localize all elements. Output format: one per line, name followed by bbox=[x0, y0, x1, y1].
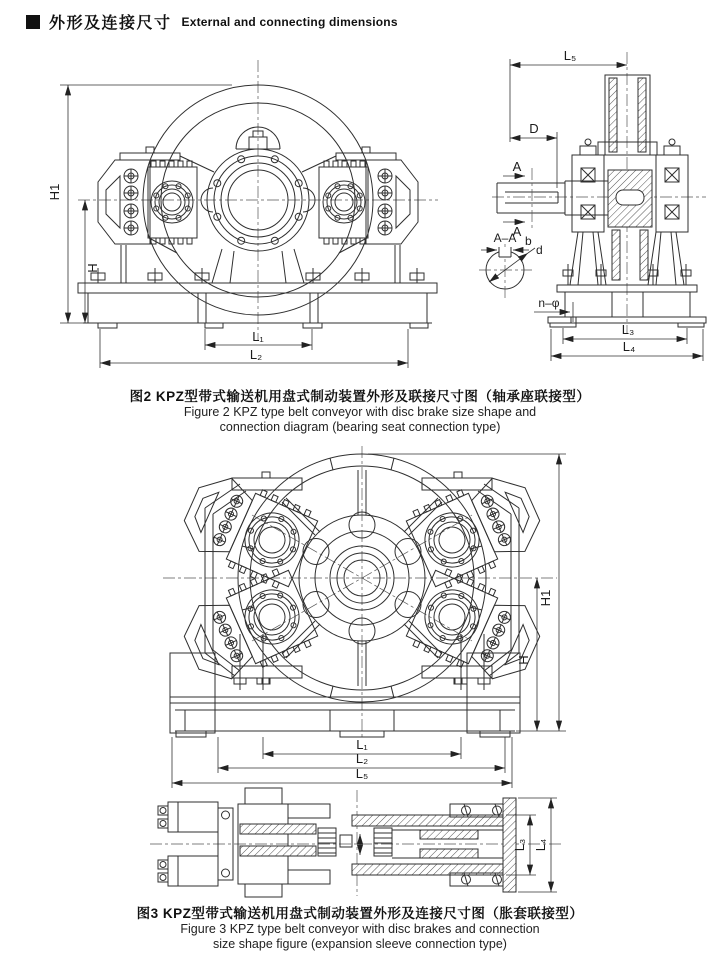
fig2-dim-l1: L₁ bbox=[252, 329, 264, 344]
page-header bbox=[26, 10, 398, 33]
fig2-dim-shaft-d: d bbox=[536, 243, 543, 257]
fig2-left-caliper bbox=[98, 160, 197, 253]
fig2-brake-arm-column bbox=[598, 75, 657, 155]
figure2-drawing bbox=[0, 42, 720, 386]
fig2-dim-h1: H1 bbox=[47, 183, 62, 201]
figure3-caption-en2: size shape figure (expansion sleeve connection type) bbox=[213, 937, 507, 951]
section-title-zh: 外形及连接尺寸 bbox=[49, 15, 172, 32]
figure2-caption-zh: 图2 KPZ型带式输送机用盘式制动装置外形及联接尺寸图（轴承座联接型） bbox=[129, 389, 591, 404]
section-title-en: External and connecting dimensions bbox=[181, 14, 398, 29]
fig3-base bbox=[170, 634, 520, 737]
fig3-plan-rotor-assembly bbox=[240, 824, 503, 858]
figure2-caption-en1: Figure 2 KPZ type belt conveyor with disc brake size shape and bbox=[183, 405, 537, 419]
fig2-dim-l3: L₃ bbox=[621, 322, 635, 337]
fig3-dim-h: H bbox=[516, 655, 531, 665]
figure3-caption-en1: Figure 3 KPZ type belt conveyor with disc brakes and connection bbox=[180, 922, 540, 936]
figure3-drawing bbox=[0, 438, 720, 900]
fig2-section-title: A–A bbox=[493, 231, 517, 245]
fig2-dim-l5: L₅ bbox=[563, 48, 577, 63]
fig2-front-view bbox=[78, 60, 438, 340]
fig2-shaft bbox=[497, 181, 608, 215]
section-bullet-icon bbox=[26, 15, 40, 29]
figure3-caption bbox=[0, 905, 720, 952]
fig2-side-view bbox=[479, 52, 706, 334]
fig3-front-view bbox=[163, 446, 557, 740]
fig2-dim-d: D bbox=[529, 121, 539, 136]
figure2-caption bbox=[0, 388, 720, 435]
fig3-dim-l2: L₂ bbox=[355, 751, 369, 766]
fig2-section-a-lower: A bbox=[512, 224, 522, 239]
fig3-plan-caliper bbox=[158, 788, 330, 897]
fig2-dim-l4: L₄ bbox=[622, 339, 636, 354]
fig2-dim-l2: L₂ bbox=[249, 347, 263, 362]
fig2-dim-n-phi: n–φ bbox=[538, 296, 560, 310]
fig2-base bbox=[78, 245, 437, 328]
fig2-hub bbox=[608, 170, 652, 227]
fig2-section-a-upper: A bbox=[512, 159, 522, 174]
fig2-dim-keyway-b: b bbox=[525, 234, 532, 248]
fig2-dim-h: H bbox=[85, 263, 100, 273]
fig3-dim-l1: L₁ bbox=[356, 737, 368, 752]
figure3-caption-zh: 图3 KPZ型带式输送机用盘式制动装置外形及连接尺寸图（胀套联接型） bbox=[136, 906, 584, 921]
fig2-section-detail bbox=[479, 244, 532, 298]
fig3-plan-frame bbox=[352, 798, 516, 892]
fig2-right-caliper bbox=[319, 160, 418, 253]
fig3-dim-l5: L₅ bbox=[355, 766, 369, 781]
figure2-caption-en2: connection diagram (bearing seat connection type) bbox=[219, 420, 501, 434]
fig3-plan-view bbox=[150, 788, 562, 897]
fig3-dim-l3: L₃ bbox=[512, 838, 527, 852]
fig3-dim-l4: L₄ bbox=[533, 838, 548, 852]
fig3-dim-h1: H1 bbox=[538, 589, 553, 607]
